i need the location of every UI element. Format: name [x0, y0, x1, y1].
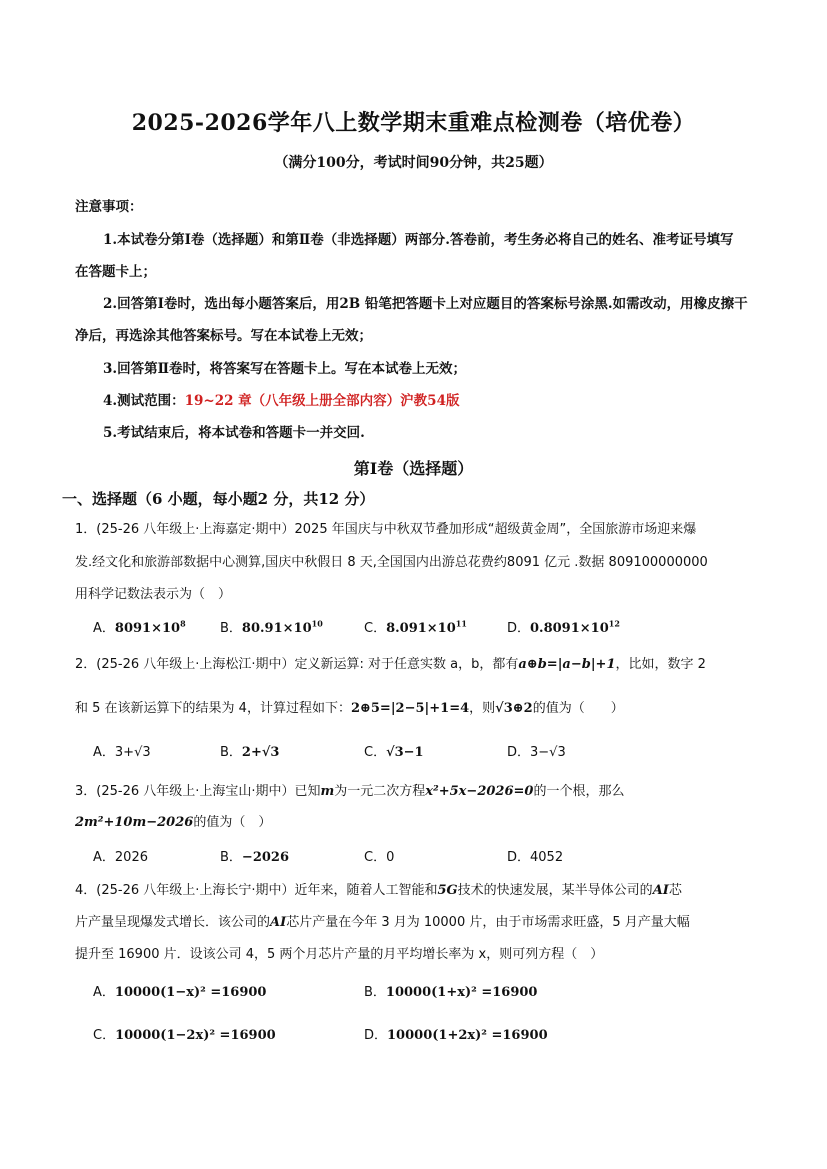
option-key: A． — [93, 850, 115, 865]
q3-line-2 — [75, 811, 271, 830]
option-key: C． — [364, 745, 387, 760]
option-value: 0 — [386, 850, 395, 865]
q1-option-a[interactable] — [93, 617, 186, 636]
option-key: D． — [507, 850, 531, 865]
q3-line-1 — [75, 780, 624, 799]
q4-text-2: 技术的快速发展，某半导体公司的 — [457, 883, 653, 898]
q4-text-1: 4．(25-26 八年级上·上海长宁·期中）近年来，随着人工智能和 — [75, 883, 438, 898]
q3-text-3: 的一个根，那么 — [533, 784, 625, 799]
q1-line-3: 用科学记数法表示为（ ） — [75, 587, 232, 602]
option-key: A． — [93, 621, 115, 636]
option-value: 10000(1−x)² =16900 — [114, 985, 267, 1000]
q2-text-5: 的值为（ ） — [532, 701, 624, 716]
part-heading: 一、选择题（6 小题，每小题2 分，共12 分） — [62, 490, 375, 508]
q2-text-4: ，则 — [469, 701, 496, 716]
q4-option-b[interactable] — [364, 981, 537, 1000]
q4-text-5: 芯片产量在今年 3 月为 10000 片，由于市场需求旺盛，5 月产量大幅 — [286, 915, 690, 930]
q4-line-1 — [75, 879, 682, 898]
q1-line-1: 1．(25-26 八年级上·上海嘉定·期中）2025 年国庆与中秋双节叠加形成“超级黄金周”，全国旅游市场迎来爆 — [75, 522, 697, 537]
option-value: 0.8091×10 — [530, 621, 609, 636]
q2-option-a[interactable] — [93, 741, 151, 760]
q2-target-expr: √3⊕2 — [495, 701, 533, 716]
notice-item-4-range: 19~22 章（八年级上册全部内容）沪教54版 — [184, 393, 460, 409]
q4-ai: AI — [652, 883, 669, 898]
option-exponent: 11 — [455, 618, 467, 629]
option-value: 8091×10 — [114, 621, 181, 636]
option-value: 10000(1−2x)² =16900 — [115, 1028, 276, 1043]
option-key: D． — [507, 745, 531, 760]
q1-option-d[interactable] — [507, 617, 620, 636]
q3-equation: x²+5x−2026=0 — [425, 784, 534, 799]
option-exponent: 8 — [180, 618, 186, 629]
section-title: 第Ⅰ卷（选择题） — [353, 459, 474, 478]
q1-option-b[interactable] — [220, 617, 323, 636]
option-key: B． — [220, 621, 242, 636]
notice-item-4 — [103, 389, 459, 409]
q2-definition-expr: a⊕b=|a−b|+1 — [518, 657, 616, 672]
q3-expression: 2m²+10m−2026 — [75, 815, 194, 830]
page-title: 2025-2026学年八上数学期末重难点检测卷（培优卷） — [131, 110, 696, 136]
option-key: B． — [364, 985, 386, 1000]
q4-text-3: 芯 — [668, 883, 682, 898]
option-key: C． — [364, 621, 387, 636]
option-value: √3−1 — [386, 745, 424, 760]
notice-item-5: 5.考试结束后，将本试卷和答题卡一并交回. — [103, 425, 365, 441]
q4-option-a[interactable] — [93, 981, 266, 1000]
q3-option-b[interactable] — [220, 846, 289, 865]
q3-text-4: 的值为（ ） — [193, 815, 272, 830]
option-value: 10000(1+x)² =16900 — [385, 985, 538, 1000]
option-key: A． — [93, 985, 115, 1000]
q4-option-d[interactable] — [364, 1024, 548, 1043]
q4-ai-2: AI — [270, 915, 287, 930]
notice-item-4-prefix: 4.测试范围： — [103, 393, 185, 409]
q2-option-b[interactable] — [220, 741, 279, 760]
option-value: 4052 — [530, 850, 564, 865]
q4-5g: 5G — [437, 883, 458, 898]
notice-item-2-line-1: 2.回答第Ⅰ卷时，选出每小题答案后，用2B 铅笔把答题卡上对应题目的答案标号涂黑.如需改动，用橡皮擦干 — [103, 296, 748, 312]
q4-option-c[interactable] — [93, 1024, 276, 1043]
option-value: −2026 — [241, 850, 289, 865]
option-value: 2+√3 — [241, 745, 280, 760]
q2-text-2: ，比如，数字 2 — [615, 657, 706, 672]
option-value: 80.91×10 — [241, 621, 312, 636]
option-key: B． — [220, 745, 242, 760]
q4-text-4: 片产量呈现爆发式增长．该公司的 — [75, 915, 271, 930]
q2-text-1: 2．(25-26 八年级上·上海松江·期中）定义新运算: 对于任意实数 a，b，都有 — [75, 657, 519, 672]
option-key: D． — [364, 1028, 388, 1043]
q2-text-3: 和 5 在该新运算下的结果为 4，计算过程如下： — [75, 701, 351, 716]
q1-line-2: 发.经文化和旅游部数据中心测算,国庆中秋假日 8 天,全国国内出游总花费约8091 亿元 .数据 809100000000 — [75, 555, 708, 570]
notice-item-1-line-2: 在答题卡上； — [75, 264, 156, 280]
option-key: C． — [364, 850, 387, 865]
option-exponent: 12 — [608, 618, 620, 629]
q2-option-c[interactable] — [364, 741, 424, 760]
notice-item-3: 3.回答第Ⅱ卷时，将答案写在答题卡上。写在本试卷上无效； — [103, 361, 466, 377]
q2-line-2 — [75, 697, 624, 716]
q3-option-c[interactable] — [364, 846, 394, 865]
q3-option-d[interactable] — [507, 846, 563, 865]
notice-item-1-line-1: 1.本试卷分第Ⅰ卷（选择题）和第Ⅱ卷（非选择题）两部分.答卷前，考生务必将自己的姓名、准考证号填写 — [103, 232, 734, 248]
q3-variable: m — [320, 784, 335, 799]
option-key: B． — [220, 850, 242, 865]
q3-option-a[interactable] — [93, 846, 148, 865]
q2-example-expr: 2⊕5=|2−5|+1=4 — [350, 701, 470, 716]
q3-text-1: 3．(25-26 八年级上·上海宝山·期中）已知 — [75, 784, 321, 799]
option-key: C． — [93, 1028, 116, 1043]
q2-line-1 — [75, 653, 706, 672]
q3-text-2: 为一元二次方程 — [334, 784, 426, 799]
q2-option-d[interactable] — [507, 741, 566, 760]
option-value: 2026 — [114, 850, 148, 865]
q1-option-c[interactable] — [364, 617, 467, 636]
q4-line-3: 提升至 16900 片．设该公司 4，5 两个月芯片产量的月平均增长率为 x，则可列方程（ ） — [75, 947, 604, 962]
option-key: D． — [507, 621, 531, 636]
option-key: A． — [93, 745, 115, 760]
q4-line-2 — [75, 911, 690, 930]
notice-item-2-line-2: 净后，再选涂其他答案标号。写在本试卷上无效； — [75, 328, 372, 344]
option-value: 8.091×10 — [386, 621, 456, 636]
option-value: 3−√3 — [530, 745, 566, 760]
option-value: 10000(1+2x)² =16900 — [387, 1028, 548, 1043]
option-value: 3+√3 — [114, 745, 151, 760]
notice-heading: 注意事项： — [75, 199, 143, 215]
page-subtitle: （满分100分，考试时间90分钟，共25题） — [274, 155, 553, 171]
option-exponent: 10 — [311, 618, 323, 629]
